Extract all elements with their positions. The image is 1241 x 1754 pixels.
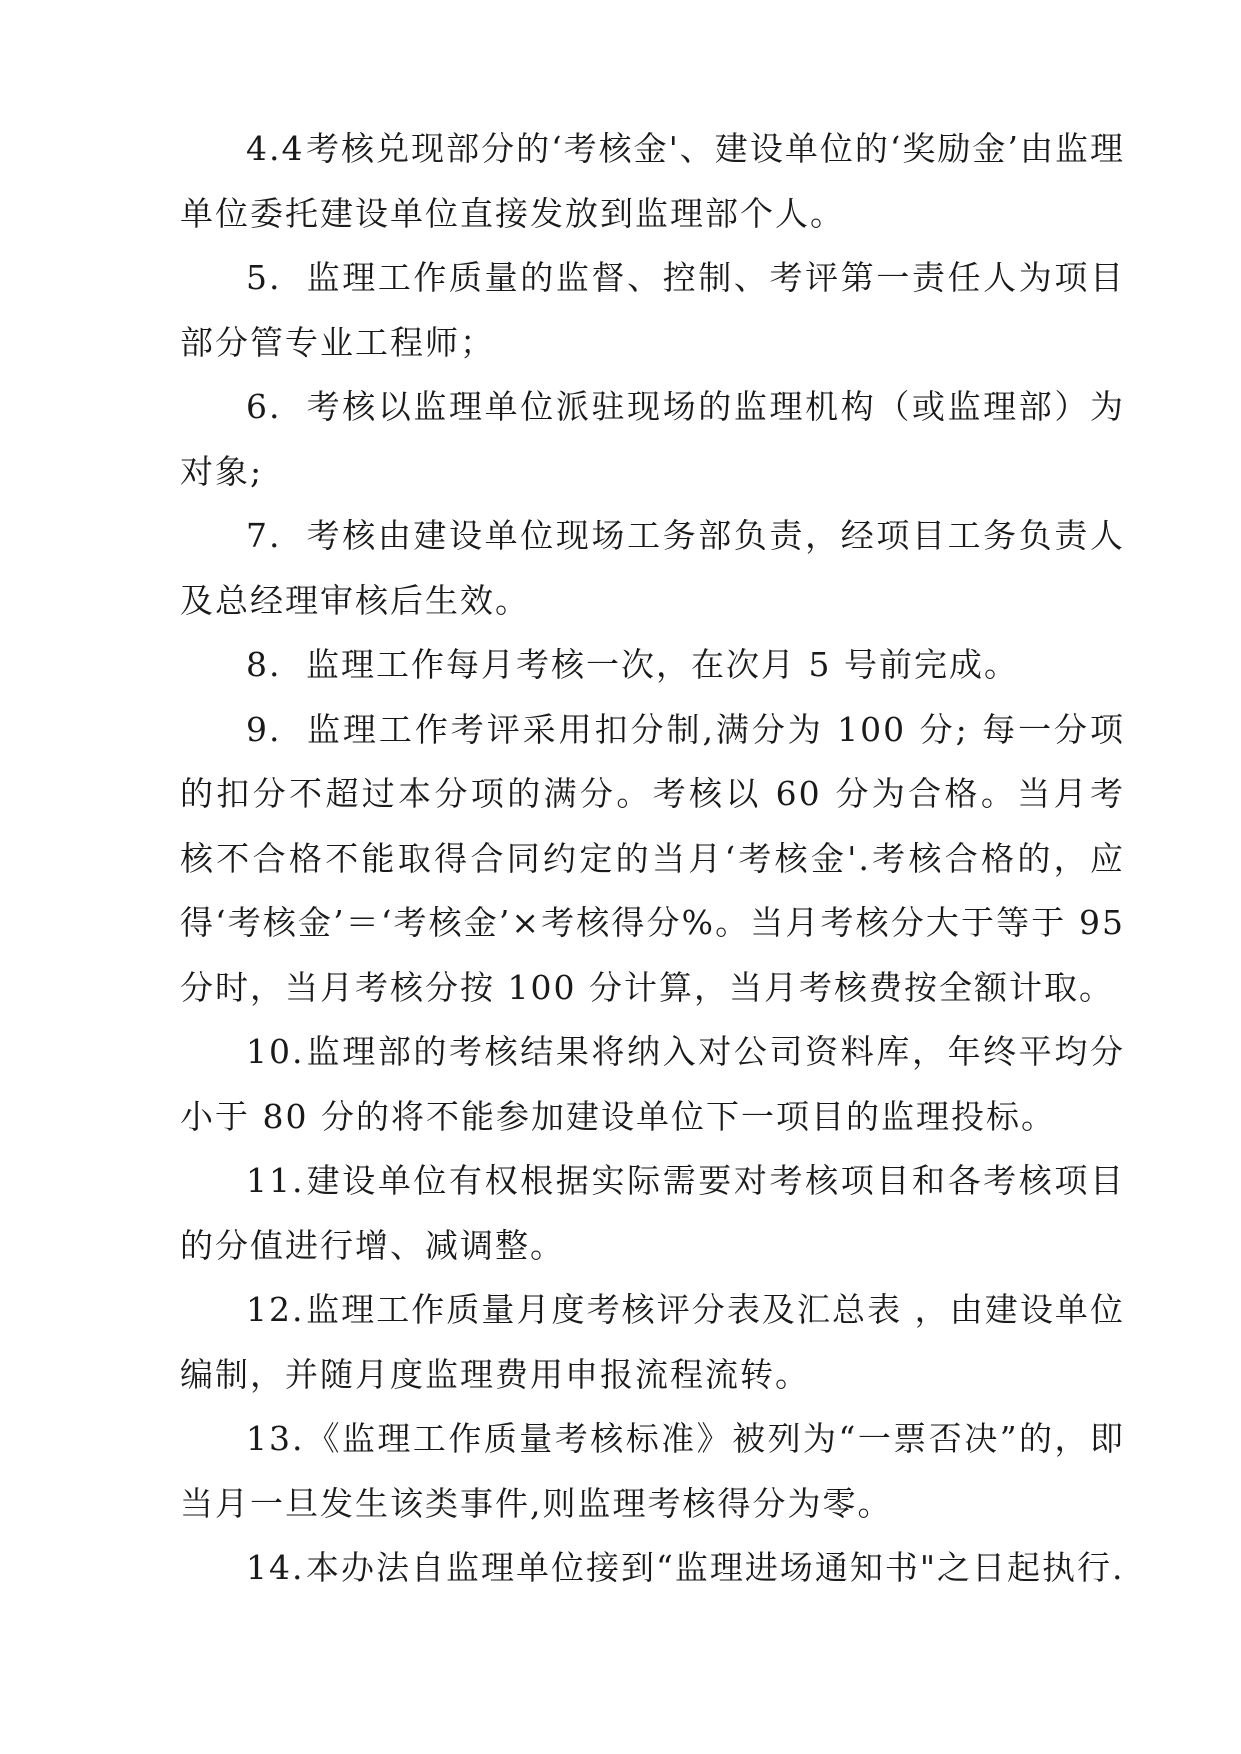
paragraph-text: 监理工作每月考核一次，在次月 5 号前完成。 bbox=[306, 645, 1019, 684]
paragraph-text: 考核由建设单位现场工务部负责，经项目工务负责人及总经理审核后生效。 bbox=[180, 516, 1125, 620]
paragraph-text: 监理工作质量的监督、控制、考评第一责任人为项目部分管专业工程师； bbox=[180, 258, 1125, 362]
paragraph-text: 监理工作考评采用扣分制,满分为 100 分; 每一分项的扣分不超过本分项的满分。考核以 60 分为合格。当月考核不合格不能取得合同约定的当月‘考核金'.考核合格的，应得‘考核金’＝‘考核金’×考核得分%。当月考核分大于等于 95 分时，当月考核分按 100 分计算，当月考核费按全额计取。 bbox=[180, 709, 1125, 1007]
paragraph-number: 10. bbox=[246, 1032, 305, 1071]
paragraph-text: 本办法自监理单位接到“监理进场通知书"之日起执行. bbox=[306, 1548, 1125, 1587]
paragraph-14 bbox=[180, 1536, 1125, 1601]
paragraph-8 bbox=[180, 633, 1125, 698]
paragraph-text: 监理部的考核结果将纳入对公司资料库，年终平均分小于 80 分的将不能参加建设单位下一项目的监理投标。 bbox=[180, 1032, 1125, 1136]
paragraph-text: 监理工作质量月度考核评分表及汇总表 ，由建设单位编制，并随月度监理费用申报流程流转。 bbox=[180, 1290, 1125, 1394]
paragraph-9 bbox=[180, 698, 1125, 1021]
paragraph-number: 12. bbox=[246, 1290, 305, 1329]
paragraph-6 bbox=[180, 375, 1125, 504]
paragraph-7 bbox=[180, 504, 1125, 633]
paragraph-4-4 bbox=[180, 117, 1125, 246]
paragraph-number: 7. bbox=[246, 516, 282, 555]
paragraph-number: 13. bbox=[246, 1419, 305, 1458]
paragraph-12 bbox=[180, 1278, 1125, 1407]
paragraph-text: 建设单位有权根据实际需要对考核项目和各考核项目的分值进行增、减调整。 bbox=[180, 1161, 1125, 1265]
paragraph-text: 考核以监理单位派驻现场的监理机构（或监理部）为对象; bbox=[180, 387, 1125, 491]
paragraph-number: 8. bbox=[246, 645, 282, 684]
paragraph-number: 9. bbox=[246, 709, 282, 749]
paragraph-number: 6. bbox=[246, 387, 282, 426]
paragraph-5 bbox=[180, 246, 1125, 375]
paragraph-number: 5. bbox=[246, 258, 282, 297]
document-body bbox=[180, 117, 1125, 1601]
paragraph-number: 14. bbox=[246, 1548, 305, 1587]
paragraph-text: 《监理工作质量考核标准》被列为“一票否决”的，即当月一旦发生该类事件,则监理考核得分为零。 bbox=[180, 1419, 1125, 1523]
paragraph-number: 4.4 bbox=[246, 129, 305, 168]
paragraph-number: 11. bbox=[246, 1161, 305, 1200]
paragraph-10 bbox=[180, 1020, 1125, 1149]
paragraph-text: 考核兑现部分的‘考核金'、建设单位的‘奖励金’由监理单位委托建设单位直接发放到监理部个人。 bbox=[180, 129, 1125, 233]
paragraph-11 bbox=[180, 1149, 1125, 1278]
paragraph-13 bbox=[180, 1407, 1125, 1536]
